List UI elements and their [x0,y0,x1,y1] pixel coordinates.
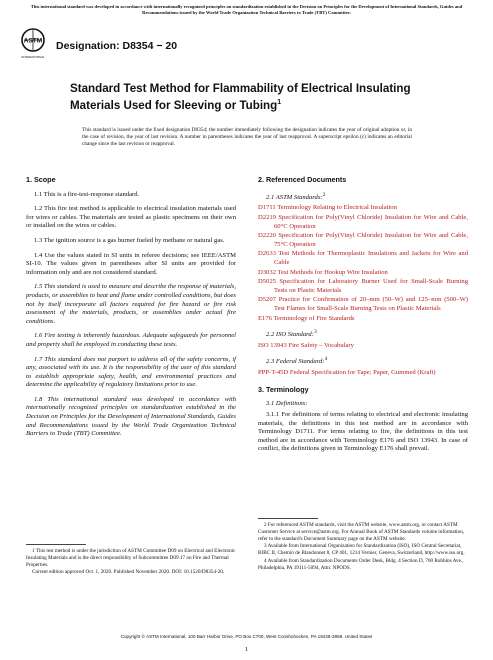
astm-ref-link[interactable]: D2633 Test Methods for Thermoplastic Insulations and Jackets for Wire and Cable [258,250,468,266]
astm-ref-list [258,204,468,323]
astm-standards-label: 2.1 ASTM Standards:$^2$ [266,191,326,201]
iso-ref-link[interactable]: ISO 13943 Fire Safety – Vocabulary [258,341,354,349]
astm-ref-link[interactable]: E176 Terminology of Fire Standards [258,314,355,322]
iso-standard-label: 2.2 ISO Standard:$^3$ [266,329,317,339]
scope-heading: 1. Scope [26,175,56,184]
title-footnote-mark: 1 [277,98,282,106]
astm-ref-link[interactable]: D3032 Test Methods for Hookup Wire Insulation [258,268,388,276]
footnote: 3 Available from International Organization for Standardization (ISO), ISO Central Secretariat, BIBC II, Chemin de Blandonnet 8, CP 401, 1214 Vernier, Geneva, Switzerland, http://www.iso.org. [258,543,465,557]
refs-heading: 2. Referenced Documents [258,175,347,184]
terminology-heading: 3. Terminology [258,384,309,394]
footnote: 2 For referenced ASTM standards, visit the ASTM website, www.astm.org, or contact ASTM Customer Service at service@astm.org. For Annual Book of ASTM Standards volume information, refer to the standard's Document Summary page on the ASTM website. [258,522,465,542]
tbt-banner: This international standard was developed in accordance with internationally recognized principles on standardization established in the Decision on Principles for the Development of International Standards, Guides and Recommendations issued by the World Trade Organization Technical Barriers to Trade (TBT) Committee. [30,4,463,15]
astm-ref-link[interactable]: D5025 Specification for Laboratory Burner Used for Small-Scale Burning Tests on Plastic Materials [258,278,468,294]
footnote: Current edition approved Oct. 1, 2020. Published November 2020. DOI: 10.1520/D8354-20. [32,569,225,576]
para-1-7: 1.7 This standard does not purport to address all of the safety concerns, if any, associated with its use. It is the responsibility of the user of this standard to establish appropriate safety, health, and environmental practices and determine the applicability of regulatory limitations prior to use. [26,355,236,389]
designation: Designation: D8354 − 20 [56,40,178,52]
copyright-notice: Copyright © ASTM International, 100 Barr Harbor Drive, PO Box C700, West Conshohocken, PA 19428-2959. United States [120,634,373,639]
definitions-label: 3.1 Definitions: [266,400,308,408]
title-text: Standard Test Method for Flammability of Electrical Insulating Materials Used for Sleeving or Tubing [70,82,411,112]
astm-ref-link[interactable]: D1711 Terminology Relating to Electrical Insulation [258,204,397,212]
astm-ref-link[interactable]: D2220 Specification for Poly(Vinyl Chloride) Insulation for Wire and Cable, 75°C Operation [258,232,468,248]
iso-ref-list [258,342,468,351]
para-1-8: 1.8 This international standard was developed in accordance with internationally recognized principles on standardization established in the Decision on Principles for the Development of International Standards, Guides and Recommendations issued by the World Trade Organization Technical Barriers to Trade (TBT) Committee. [26,395,236,438]
para-1-3: 1.3 The ignition source is a gas burner fueled by methane or natural gas. [34,236,225,244]
left-column [26,176,236,445]
astm-ref-link[interactable]: D2219 Specification for Poly(Vinyl Chloride) Insulation for Wire and Cable, 60°C Operation [258,213,468,230]
federal-ref-link[interactable]: PPP-T-45D Federal Specification for Tape; Paper, Gummed (Kraft) [258,369,436,377]
para-3-1-1: 3.1.1 For definitions of terms relating to electrical and electronic insulating materials, the definitions in this test method are in accordance with Terminology D1711. For terms relating to fire, the definitions in this test method are in accordance with Terminology E176 and ISO 13943. In case of conflict, the definitions given in Terminology E176 shall prevail. [258,411,468,453]
footnote: 1 This test method is under the jurisdiction of ASTM Committee D09 on Electrical and Electronic Insulating Materials and is the direct responsibility of Subcommittee D09.17 on Fire and Thermal Properties. [26,548,236,568]
para-1-2: 1.2 This fire test method is applicable to electrical insulation materials used for wires or cables. The materials are tested as plastic specimens on their own or installed on the wires or cables. [26,205,236,230]
preamble: This standard is issued under the fixed designation D8354; the number immediately following the designation indicates the year of original adoption or, in the case of revision, the year of last revision. A number in parentheses indicates the year of last reapproval. A superscript epsilon (ε) indicates an editorial change since the last revision or reapproval. [82,127,412,147]
federal-standard-label: 2.3 Federal Standard:$^4$ [266,356,328,366]
left-footnotes [26,544,236,577]
footnote: 4 Available from Standardization Documents Order Desk, Bldg. 4 Section D, 700 Robbins Ave., Philadelphia, PA 19111-5094, Attn: NPODS. [258,557,464,571]
page-number: 1 [244,646,249,653]
right-column [258,176,468,460]
document-title [70,82,430,112]
astm-ref-link[interactable]: D5207 Practice for Confirmation of 20–mm (50–W) and 125–mm (500–W) Test Flames for Small-Scale Burning Tests on Plastic Materials [258,296,468,312]
para-1-4: 1.4 Use the values stated in SI units in referee decisions; see IEEE/ASTM SI-10. The values given in parentheses after SI units are provided for information only and are not considered standard. [26,251,236,276]
para-1-5: 1.5 This standard is used to measure and describe the response of materials, products, or assemblies to heat and flame under controlled conditions, but does not by itself incorporate all factors required for fire hazard or fire risk assessment of the materials, products, or assemblies under actual fire conditions. [26,283,236,325]
astm-logo [20,28,46,62]
federal-ref-list [258,369,468,378]
right-footnotes [258,518,468,573]
logo-text: ASTM [23,37,43,45]
logo-subtext: INTERNATIONAL [21,55,45,59]
para-1-6: 1.6 Fire testing is inherently hazardous. Adequate safeguards for personnel and property shall be employed in conducting these tests. [26,332,236,348]
para-1-1: 1.1 This is a fire-test-response standard. [34,190,140,198]
